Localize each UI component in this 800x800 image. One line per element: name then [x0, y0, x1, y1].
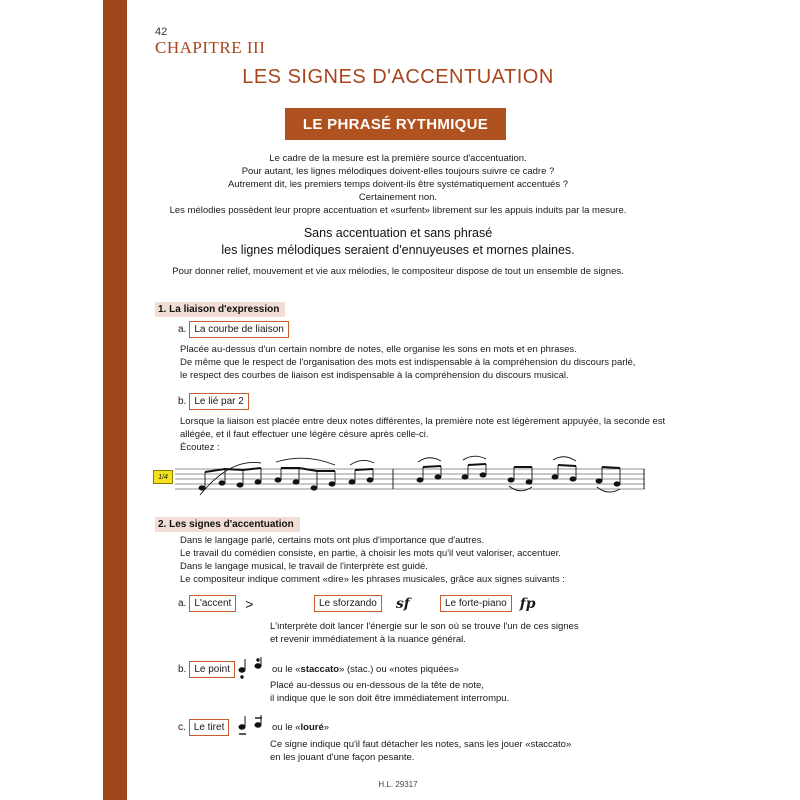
section1-label: 1. La liaison d'expression: [155, 302, 285, 317]
para-line: De même que le respect de l'organisation des mots est indispensable à la compréhension du discours parlé,: [180, 357, 636, 368]
intro-paragraph: [128, 152, 668, 217]
subsection-letter: b.: [178, 396, 187, 407]
boxed-term-accent: L'accent: [189, 595, 236, 612]
section1-heading: [155, 299, 285, 317]
emphasis-paragraph: [128, 225, 668, 259]
para-line: Lorsque la liaison est placée entre deux notes différentes, la première note est légèrement appuyée, la seconde est: [180, 416, 666, 427]
alt-bold: staccato: [300, 664, 340, 675]
para-line: L'interprète doit lancer l'énergie sur le son où se trouve l'un de ces signes: [270, 621, 579, 632]
intro-line: Autrement dit, les premiers temps doivent-ils être systématiquement accentués ?: [227, 179, 569, 190]
para-line: et revenir immédiatement à la nuance général.: [270, 634, 466, 645]
accent-description: [270, 620, 579, 646]
sforzando-sign-icon: sf: [395, 595, 410, 612]
page-title: LES SIGNES D'ACCENTUATION: [242, 66, 554, 88]
loure-notes-icon: [236, 714, 266, 738]
subsection-b: [178, 393, 249, 410]
para-line: Dans le langage musical, le travail de l'interprète est guidé.: [180, 561, 428, 572]
para-line: Le travail du comédien consiste, en partie, à choisir les mots qu'il veut valoriser, accentuer.: [180, 548, 561, 559]
para-line: Écoutez :: [180, 442, 220, 453]
page-number: 42: [155, 26, 168, 38]
boxed-term-tiret: Le tiret: [189, 719, 230, 736]
para-line: Ce signe indique qu'il faut détacher les notes, sans les jouer «staccato»: [270, 739, 572, 750]
alt-bold: louré: [300, 722, 324, 733]
intro-line: Pour autant, les lignes mélodiques doivent-elles toujours suivre ce cadre ?: [241, 166, 555, 177]
para-line: Le compositeur indique comment «dire» les phrases musicales, grâce aux signes suivants :: [180, 574, 565, 585]
tiret-row: [178, 719, 229, 736]
para-line: en les jouant d'une façon pesante.: [270, 752, 415, 763]
para-line: Dans le langage parlé, certains mots ont plus d'importance que d'autres.: [180, 535, 485, 546]
fortepiano-sign-icon: fp: [519, 595, 536, 612]
subsection-letter: a.: [178, 324, 187, 335]
section1-b-paragraph: [180, 415, 665, 454]
alt-suffix: » (stac.) ou «notes piquées»: [339, 664, 459, 675]
subsection-a: [178, 321, 289, 338]
relief-paragraph: Pour donner relief, mouvement et vie aux mélodies, le compositeur dispose de tout un ensemble de signes.: [172, 266, 624, 277]
para-line: Placée au-dessus d'un certain nombre de notes, elle organise les sons en mots et en phrases.: [180, 344, 577, 355]
alt-prefix: ou le «: [272, 722, 301, 733]
section1-a-paragraph: [180, 343, 635, 382]
accent-row: [178, 595, 253, 612]
intro-line: Le cadre de la mesure est la première source d'accentuation.: [269, 153, 527, 164]
chapter-heading: CHAPITRE III: [155, 38, 266, 57]
subsection-letter: a.: [178, 598, 187, 609]
section2-paragraph: [180, 534, 565, 586]
para-line: il indique que le son doit être immédiatement interrompu.: [270, 693, 510, 704]
para-line: Placé au-dessus ou en-dessous de la tête de note,: [270, 680, 484, 691]
boxed-term-fortepiano: Le forte-piano: [440, 595, 512, 612]
audio-track-tag[interactable]: 1/4: [153, 470, 173, 484]
section-banner: LE PHRASÉ RYTHMIQUE: [285, 108, 506, 140]
boxed-term-lie: Le lié par 2: [189, 393, 248, 410]
alt-suffix: »: [323, 722, 330, 733]
emphasis-line: Sans accentuation et sans phrasé: [303, 226, 493, 240]
chapter-side-bar: [103, 0, 127, 800]
fortepiano-row: [440, 595, 536, 612]
subsection-letter: c.: [178, 722, 186, 733]
section2-label: 2. Les signes d'accentuation: [155, 517, 300, 532]
section2-heading: [155, 514, 300, 532]
accent-sign-icon: >: [245, 595, 254, 612]
boxed-term-sforzando: Le sforzando: [314, 595, 382, 612]
emphasis-line: les lignes mélodiques seraient d'ennuyeuses et mornes plaines.: [221, 243, 575, 257]
page-footer: H.L. 29317: [378, 780, 418, 789]
music-staff: [175, 455, 645, 500]
point-alt-text: [272, 663, 459, 676]
staccato-notes-icon: [236, 657, 266, 681]
page-margin: [0, 0, 128, 800]
intro-line: Certainement non.: [358, 192, 438, 203]
tiret-description: [270, 738, 571, 764]
intro-line: Les mélodies possèdent leur propre accentuation et «surfent» librement sur les appuis induits par la mesure.: [169, 205, 627, 216]
subsection-letter: b.: [178, 664, 187, 675]
boxed-term-point: Le point: [189, 661, 235, 678]
sforzando-row: [314, 595, 410, 612]
boxed-term-courbe: La courbe de liaison: [189, 321, 289, 338]
para-line: allégée, et il faut effectuer une légère césure après celle-ci.: [180, 429, 429, 440]
para-line: le respect des courbes de liaison est indispensable à la compréhension du discours musical.: [180, 370, 569, 381]
alt-prefix: ou le «: [272, 664, 301, 675]
tiret-alt-text: [272, 721, 329, 734]
point-description: [270, 679, 509, 705]
point-row: [178, 661, 235, 678]
